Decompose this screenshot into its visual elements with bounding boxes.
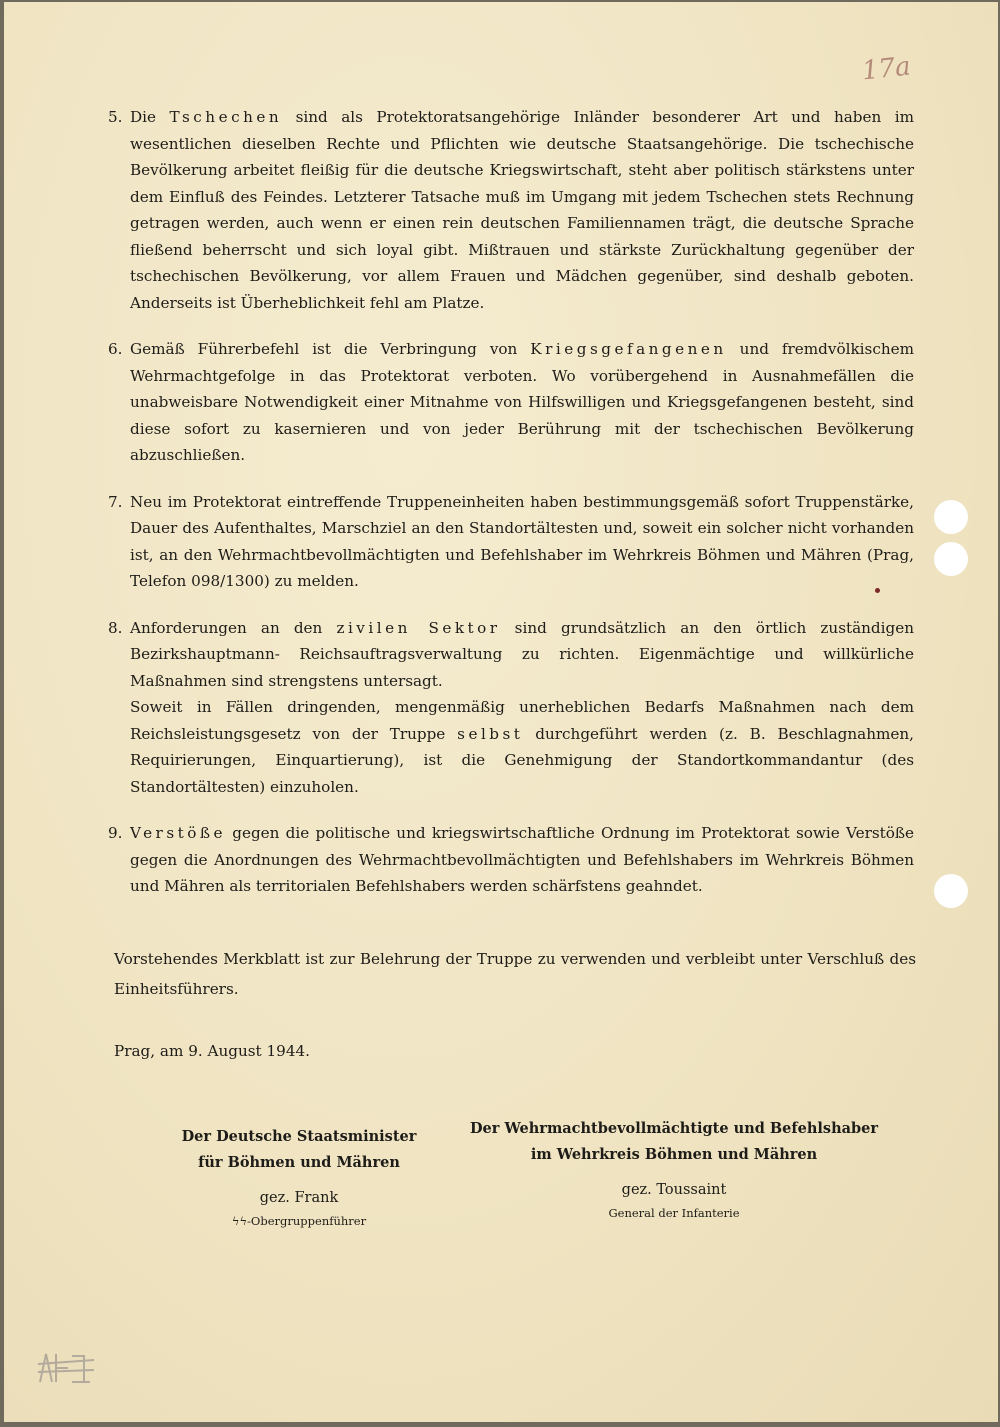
signatory-rank: General der Infanterie bbox=[608, 1206, 740, 1220]
numbered-item bbox=[108, 336, 914, 469]
text-run: sind als Protektoratsangehörige Inländer besonderer Art und haben im wesentlichen dieselben Rechte und Pflichten wie deutsche Staatsangehörige. Die tschechische Bevölkerung arbeitet fleißig für die deutsche Kriegswirtschaft, steht aber politisch stärkstens unter dem Einfluß des Feindes. Letzterer Tatsache muß im Umgang mit jedem Tschechen stets Rechnung getragen werden, auch wenn er einen rein deutschen Familiennamen trägt, die deutsche Sprache fließend beherrscht und sich loyal gibt. Mißtrauen und stärkste Zurückhaltung gegenüber der tschechischen Bevölkerung, vor allem Frauen und Mädchen gegenüber, sind deshalb geboten. Anderseits ist Überheblichkeit fehl am Platze. bbox=[130, 108, 915, 312]
item-text bbox=[130, 336, 914, 469]
emphasized-text: Tschechen bbox=[169, 108, 283, 126]
text-run: und fremdvölkischem Wehrmachtgefolge in das Protektorat verboten. Wo vorübergehend in Ausnahmefällen die unabweisbare Notwendigkeit einer Mitnahme von Hilfswilligen und Kriegsgefangenen besteht, sind diese sofort zu kasernieren und von jeder Berührung mit der tschechischen Bevölkerung abzuschließen. bbox=[130, 340, 915, 464]
item-number: 9. bbox=[108, 824, 123, 842]
signatory-name: gez. Toussaint bbox=[621, 1182, 727, 1198]
numbered-item bbox=[108, 104, 914, 316]
text-run: Soweit in Fällen dringenden, mengenmäßig unerheblichen Bedarfs Maßnahmen nach dem Reichsleistungsgesetz von der Truppe bbox=[130, 698, 914, 743]
item-text bbox=[130, 104, 914, 316]
text-run: Die bbox=[130, 108, 170, 126]
item-number: 7. bbox=[108, 492, 123, 511]
handwritten-page-number: 17a bbox=[860, 51, 913, 87]
signatory-name: gez. Frank bbox=[259, 1190, 339, 1206]
text-run: gegen die politische und kriegswirtschaftliche Ordnung im Protektorat sowie Verstöße gegen die Anordnungen des Wehrmachtbevollmächtigten und Befehlshabers im Wehrkreis Böhmen und Mähren als territorialen Befehlshabers werden schärfstens geahndet. bbox=[130, 824, 914, 895]
emphasized-text: selbst bbox=[457, 724, 524, 743]
archive-stamp-mark bbox=[32, 1342, 102, 1392]
emphasized-text: Verstöße bbox=[130, 824, 226, 842]
numbered-item bbox=[108, 489, 914, 595]
punch-hole bbox=[934, 874, 968, 908]
emphasized-text: zivilen Sektor bbox=[336, 618, 501, 637]
text-run: sind grundsätzlich an den örtlich zuständigen Bezirkshauptmann- Reichsauftragsverwaltung zu richten. Eigenmächtige und willkürliche Maßnahmen sind strengstens untersagt. bbox=[130, 618, 914, 690]
item-number: 8. bbox=[108, 618, 123, 637]
closing-paragraph: Vorstehendes Merkblatt ist zur Belehrung der Truppe zu verwenden und verbleibt unter Verschluß des Einheitsführers. bbox=[114, 950, 916, 998]
signature-block-right bbox=[454, 1116, 894, 1220]
punch-hole bbox=[934, 542, 968, 576]
emphasized-text: Kriegsgefangenen bbox=[530, 340, 727, 358]
text-run: durchgeführt werden (z. B. Beschlagnahmen, Requirierungen, Einquartierung), ist die Genehmigung der Standortkommandantur (des Standortältesten) einzuholen. bbox=[130, 724, 914, 796]
item-text bbox=[130, 615, 914, 695]
signature-block-left bbox=[154, 1124, 444, 1228]
item-number: 6. bbox=[108, 340, 123, 358]
text-run: Anforderungen an den bbox=[130, 618, 337, 637]
numbered-item bbox=[108, 615, 914, 801]
signatory-title-line2: im Wehrkreis Böhmen und Mähren bbox=[530, 1146, 818, 1163]
place-and-date: Prag, am 9. August 1944. bbox=[114, 1042, 310, 1060]
signatory-rank: ϟϟ-Obergruppenführer bbox=[231, 1214, 367, 1228]
text-run: Neu im Protektorat eintreffende Truppeneinheiten haben bestimmungsgemäß sofort Truppenstärke, Dauer des Aufenthaltes, Marschziel an den Standortältesten und, soweit ein solcher nicht vorhanden ist, an den Wehrmachtbevollmächtigten und Befehlshaber im Wehrkreis Böhmen und Mähren (Prag, Telefon 098/1300) zu melden. bbox=[130, 492, 914, 590]
item-text bbox=[130, 694, 914, 800]
item-text bbox=[130, 820, 914, 900]
signatory-title-line1: Der Deutsche Staatsminister bbox=[181, 1128, 417, 1145]
signatory-title-line1: Der Wehrmachtbevollmächtigte und Befehlshaber bbox=[469, 1120, 879, 1137]
document-page bbox=[4, 2, 998, 1422]
punch-hole bbox=[934, 500, 968, 534]
text-run: Gemäß Führerbefehl ist die Verbringung von bbox=[130, 340, 531, 358]
numbered-paragraphs bbox=[108, 104, 914, 900]
numbered-item bbox=[108, 820, 914, 900]
signatory-title-line2: für Böhmen und Mähren bbox=[198, 1154, 400, 1171]
item-number: 5. bbox=[108, 108, 123, 126]
item-text bbox=[130, 489, 914, 595]
